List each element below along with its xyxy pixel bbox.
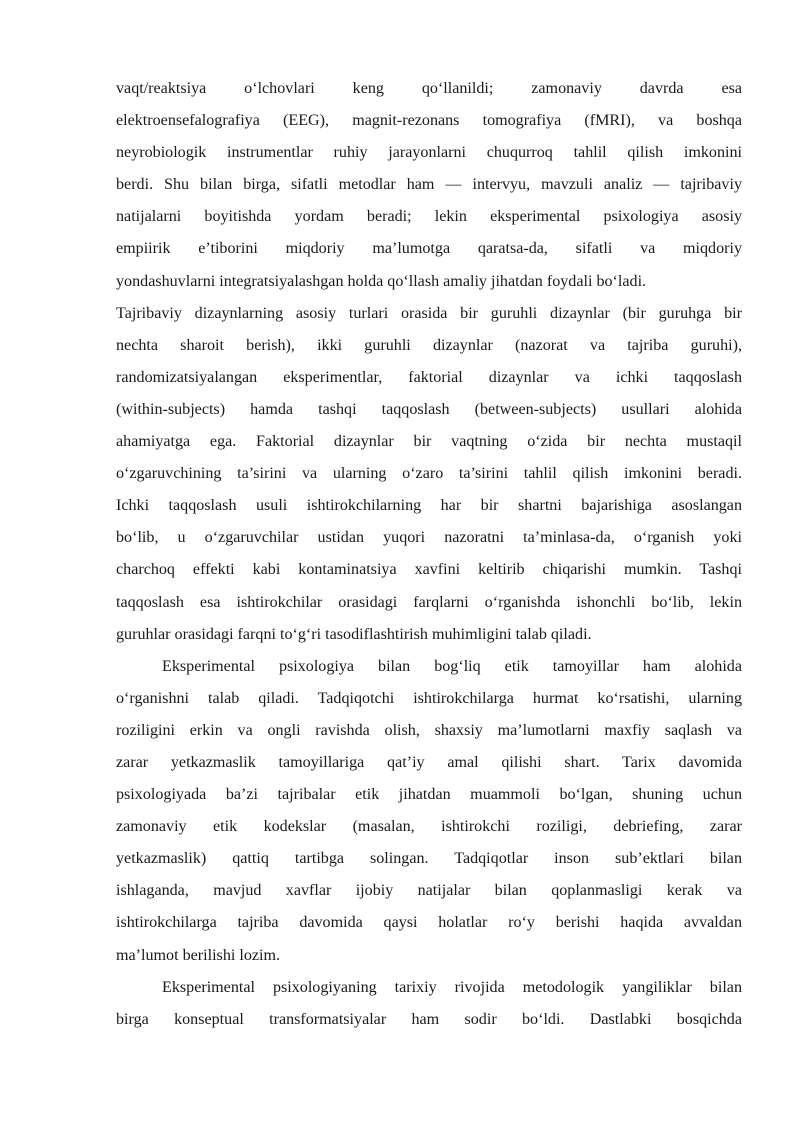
text-line: Eksperimental psixologiya bilan bog‘liq etik tamoyillar ham alohida [162, 657, 742, 675]
text-line: neyrobiologik instrumentlar ruhiy jarayonlarni chuqurroq tahlil qilish imkonini [116, 144, 742, 162]
text-line: charchoq effekti kabi kontaminatsiya xavfini keltirib chiqarishi mumkin. Tashqi [116, 561, 742, 579]
text-line: Tajribaviy dizaynlarning asosiy turlari orasida bir guruhli dizaynlar (bir guruhga bir [116, 304, 742, 322]
text-line: zarar yetkazmaslik tamoyillariga qat’iy amal qilishi shart. Tarix davomida [116, 753, 742, 771]
text-line: berdi. Shu bilan birga, sifatli metodlar ham — intervyu, mavzuli analiz — tajribaviy [116, 176, 742, 194]
text-line: (within-subjects) hamda tashqi taqqoslash (between-subjects) usullari alohida [116, 400, 742, 418]
text-line: Eksperimental psixologiyaning tarixiy rivojida metodologik yangiliklar bilan [162, 978, 742, 996]
text-line: o‘rganishni talab qiladi. Tadqiqotchi ishtirokchilarga hurmat ko‘rsatishi, ularning [116, 689, 742, 707]
text-line: empiirik e’tiborini miqdoriy ma’lumotga qaratsa-da, sifatli va miqdoriy [116, 240, 742, 258]
paragraph [116, 651, 742, 972]
text-line: guruhlar orasidagi farqni to‘g‘ri tasodiflashtirish muhimligini talab qiladi. [116, 625, 592, 643]
document-page [116, 73, 742, 1036]
text-line: yetkazmaslik) qattiq tartibga solingan. Tadqiqotlar inson sub’ektlari bilan [116, 850, 742, 868]
text-line: yondashuvlarni integratsiyalashgan holda qo‘llash amaliy jihatdan foydali bo‘ladi. [116, 272, 647, 290]
text-line: bo‘lib, u o‘zgaruvchilar ustidan yuqori nazoratni ta’minlasa-da, o‘rganish yoki [116, 529, 742, 547]
paragraph [116, 972, 742, 1036]
text-line: Ichki taqqoslash usuli ishtirokchilarning har bir shartni bajarishiga asoslangan [116, 497, 742, 515]
text-line: elektroensefalografiya (EEG), magnit-rezonans tomografiya (fMRI), va boshqa [116, 112, 742, 130]
text-line: vaqt/reaktsiya o‘lchovlari keng qo‘llanildi; zamonaviy davrda esa [116, 80, 742, 97]
text-line: ishlaganda, mavjud xavflar ijobiy natijalar bilan qoplanmasligi kerak va [116, 882, 742, 900]
text-line: natijalarni boyitishda yordam beradi; lekin eksperimental psixologiya asosiy [116, 208, 742, 226]
text-line: ishtirokchilarga tajriba davomida qaysi holatlar ro‘y berishi haqida avvaldan [116, 914, 742, 932]
text-line: psixologiyada ba’zi tajribalar etik jihatdan muammoli bo‘lgan, shuning uchun [116, 786, 742, 804]
paragraph [116, 73, 742, 298]
text-line: birga konseptual transformatsiyalar ham sodir bo‘ldi. Dastlabki bosqichda [116, 1010, 742, 1028]
paragraph [116, 298, 742, 651]
text-line: roziligini erkin va ongli ravishda olish, shaxsiy ma’lumotlarni maxfiy saqlash va [116, 721, 742, 739]
text-line: randomizatsiyalangan eksperimentlar, faktorial dizaynlar va ichki taqqoslash [116, 368, 742, 386]
text-line: o‘zgaruvchining ta’sirini va ularning o‘zaro ta’sirini tahlil qilish imkonini beradi. [116, 465, 742, 483]
text-line: ahamiyatga ega. Faktorial dizaynlar bir vaqtning o‘zida bir nechta mustaqil [116, 433, 742, 451]
text-line: ma’lumot berilishi lozim. [116, 946, 281, 964]
text-line: nechta sharoit berish), ikki guruhli dizaynlar (nazorat va tajriba guruhi), [116, 336, 742, 354]
text-line: taqqoslash esa ishtirokchilar orasidagi farqlarni o‘rganishda ishonchli bo‘lib, lekin [116, 593, 742, 611]
text-line: zamonaviy etik kodekslar (masalan, ishtirokchi roziligi, debriefing, zarar [116, 818, 742, 836]
